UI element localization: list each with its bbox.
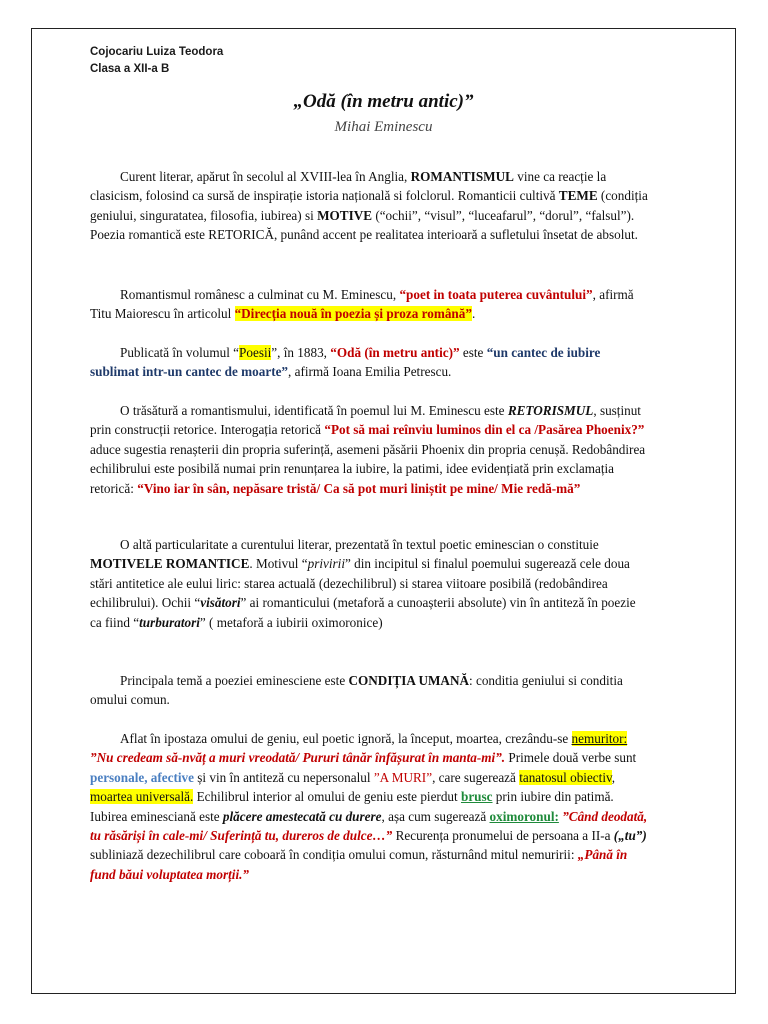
class-name: Clasa a XII-a B — [90, 63, 170, 75]
paragraph-eminescu-maiorescu: Romantismul românesc a culminat cu M. Eminescu, “poet in toata puterea cuvântului”, afirmă Titu Maiorescu în articolul “Direcția nouă în poezia și proza română”. — [90, 287, 634, 322]
document-title: „Odă (în metru antic)” — [293, 91, 474, 112]
paragraph-romantic-motifs: O altă particularitate a curentului literar, prezentată în textul poetic eminescian o constituie MOTIVELE ROMANTICE. Motivul “privirii” din incipitul si finalul poemului sugerează cele doua stări antitetice ale eului liric: starea actuală (dezechilibrul) si starea viitoare posibilă (redobândirea echilibrului). Ochii “visători” ai romanticului (metaforă a cunoașterii absolute) vin în antiteză în poezie ca fiind “turburatori” ( metaforă a iubirii oximoronice) — [90, 537, 636, 630]
paragraph-genius-analysis: Aflat în ipostaza omului de geniu, eul poetic ignoră, la început, moartea, crezându-se nemuritor: ”Nu credeam să-nvăț a muri vreodată/ Pururi tânăr înfășurat în manta-mi”. Primele două verbe sunt personale, afective și vin în antiteză cu nepersonalul ”A MURI”, care sugerează tanatosul obiectiv, moartea universală. Echilibrul interior al omului de geniu este pierdut brusc prin iubire din patimă. Iubirea eminesciană este plăcere amestecată cu durere, așa cum sugerează oximoronul: ”Când deodată, tu răsăriși în cale-mi/ Suferință tu, dureros de dulce…” Recurența pronumelui de persoana a II-a („tu”) subliniază dezechilibrul care coboară în condiția omului comun, răsturnând mitul nemuririi: „Până în fund băui voluptatea morții.” — [90, 731, 648, 882]
paragraph-retorism: O trăsătură a romantismului, identificată în poemul lui M. Eminescu este RETORISMUL, susținut prin construcții retorice. Interogația retorică “Pot să mai reînviu luminos din el ca /Pasărea Phoenix?” aduce sugestia renașterii din propria suferință, asemeni păsării Phoenix din propria cenușă. Redobândirea echilibrului este posibilă numai prin renunțarea la iubire, la patimi, idee evidențiată prin exclamația retorică: “Vino iar în sân, nepăsare tristă/ Ca să pot muri liniștit pe mine/ Mie redă-mă” — [90, 403, 646, 496]
document-page — [31, 28, 736, 994]
author-name: Cojocariu Luiza Teodora — [90, 46, 224, 58]
paragraph-romanticism-intro: Curent literar, apărut în secolul al XVIII-lea în Anglia, ROMANTISMUL vine ca reacție la clasicism, folosind ca sursă de inspirație istoria națională si folclorul. Romanticii cultivă TEME (condiția geniului, singuratatea, filosofia, iubirea) si MOTIVE (“ochii”, “visul”, “luceafarul”, “dorul”, “falsul”). Poezia romantică este RETORICĂ, punând accent pe realitatea interioară a sufletului însetat de absolut. — [90, 169, 648, 243]
paragraph-publication: Publicată în volumul “Poesii”, în 1883, “Odă (în metru antic)” este “un cantec de iubire sublimat intr-un cantec de moarte”, afirmă Ioana Emilia Petrescu. — [90, 345, 601, 380]
document-subtitle: Mihai Eminescu — [334, 119, 433, 135]
author-block — [90, 44, 223, 78]
paragraph-human-condition: Principala temă a poeziei eminesciene este CONDIȚIA UMANĂ: conditia geniului si conditia omului comun. — [90, 673, 623, 708]
